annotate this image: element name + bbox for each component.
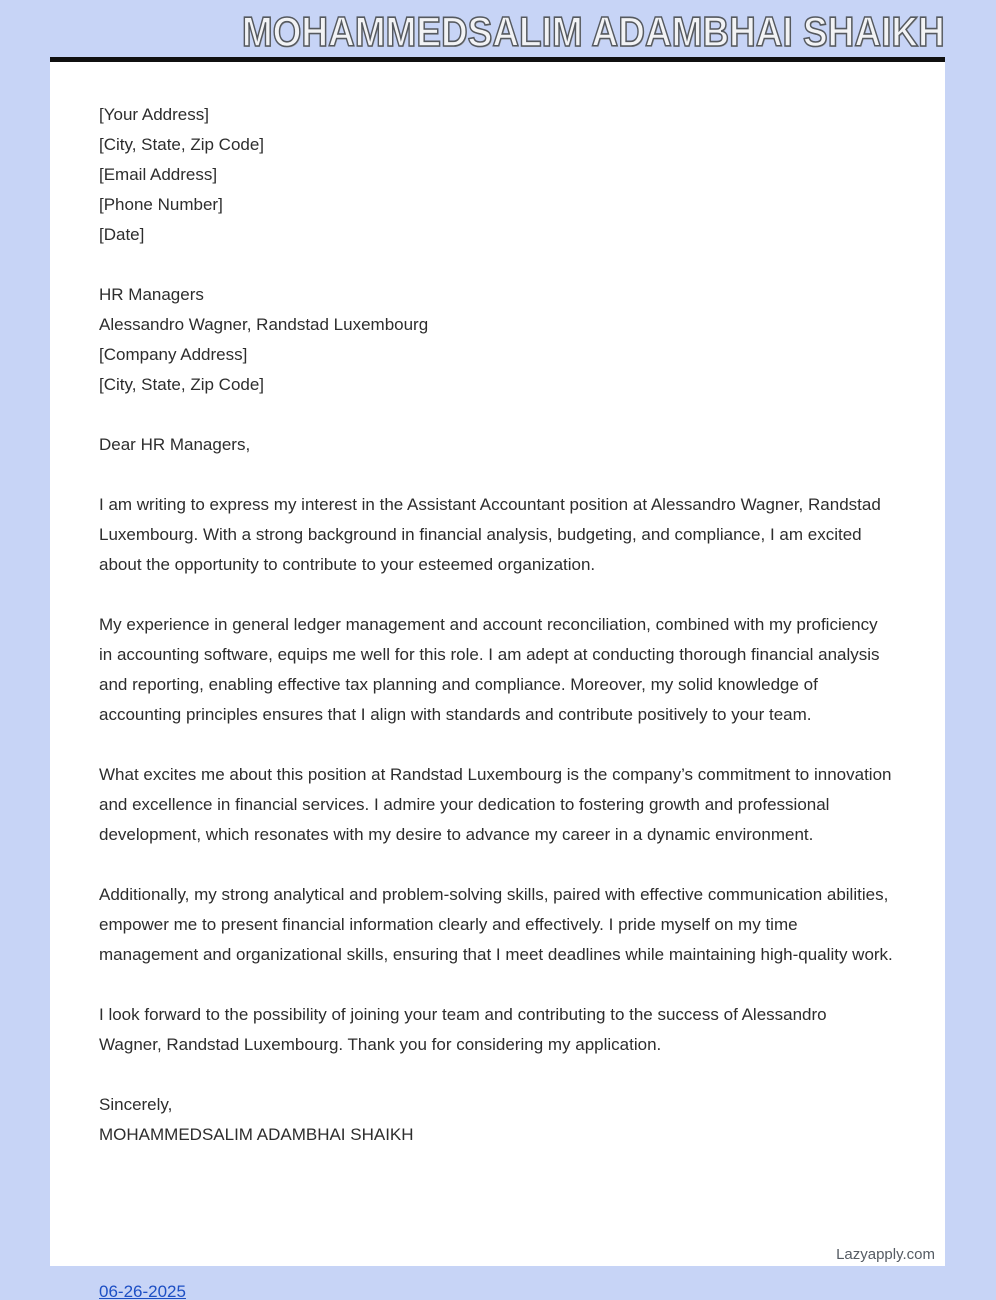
closing-block <box>99 1090 894 1150</box>
recipient-line: Alessandro Wagner, Randstad Luxembourg <box>99 315 429 334</box>
sender-address-line: [Date] <box>99 225 145 244</box>
sender-address-block <box>99 100 894 250</box>
body-paragraph: My experience in general ledger management and account reconciliation, combined with my proficiency in accounting software, equips me well for this role. I am adept at conducting thorough financial analysis and reporting, enabling effective tax planning and compliance. Moreover, my solid knowledge of accounting principles ensures that I align with standards and contribute positively to your team. <box>99 615 880 724</box>
body-paragraph: What excites me about this position at Randstad Luxembourg is the company’s commitment to innovation and excellence in financial services. I admire your dedication to fostering growth and professional development, which resonates with my desire to advance my career in a dynamic environment. <box>99 765 892 844</box>
salutation: Dear HR Managers, <box>99 435 251 454</box>
signature-name: MOHAMMEDSALIM ADAMBHAI SHAIKH <box>99 1125 414 1144</box>
header-candidate-name: MOHAMMEDSALIM ADAMBHAI SHAIKH <box>242 8 945 55</box>
recipient-address-block <box>99 280 894 400</box>
sender-address-line: [Email Address] <box>99 165 218 184</box>
lazyapply-watermark: Lazyapply.com <box>836 1246 935 1263</box>
footer-date-link[interactable]: 06-26-2025 <box>99 1282 186 1300</box>
closing-text: Sincerely, <box>99 1095 173 1114</box>
recipient-line: [City, State, Zip Code] <box>99 375 265 394</box>
sender-address-line: [City, State, Zip Code] <box>99 135 265 154</box>
body-paragraph: I am writing to express my interest in the Assistant Accountant position at Alessandro Wagner, Randstad Luxembourg. With a strong background in financial analysis, budgeting, and compliance, I am excited about the opportunity to contribute to your esteemed organization. <box>99 495 881 574</box>
letter-page <box>50 57 945 1266</box>
letter-body <box>50 62 894 1150</box>
sender-address-line: [Your Address] <box>99 105 209 124</box>
recipient-line: [Company Address] <box>99 345 248 364</box>
recipient-line: HR Managers <box>99 285 204 304</box>
body-paragraph: I look forward to the possibility of joining your team and contributing to the success of Alessandro Wagner, Randstad Luxembourg. Thank you for considering my application. <box>99 1005 827 1054</box>
body-paragraph: Additionally, my strong analytical and problem-solving skills, paired with effective communication abilities, empower me to present financial information clearly and effectively. I pride myself on my time management and organizational skills, ensuring that I meet deadlines while maintaining high-quality work. <box>99 885 893 964</box>
sender-address-line: [Phone Number] <box>99 195 223 214</box>
